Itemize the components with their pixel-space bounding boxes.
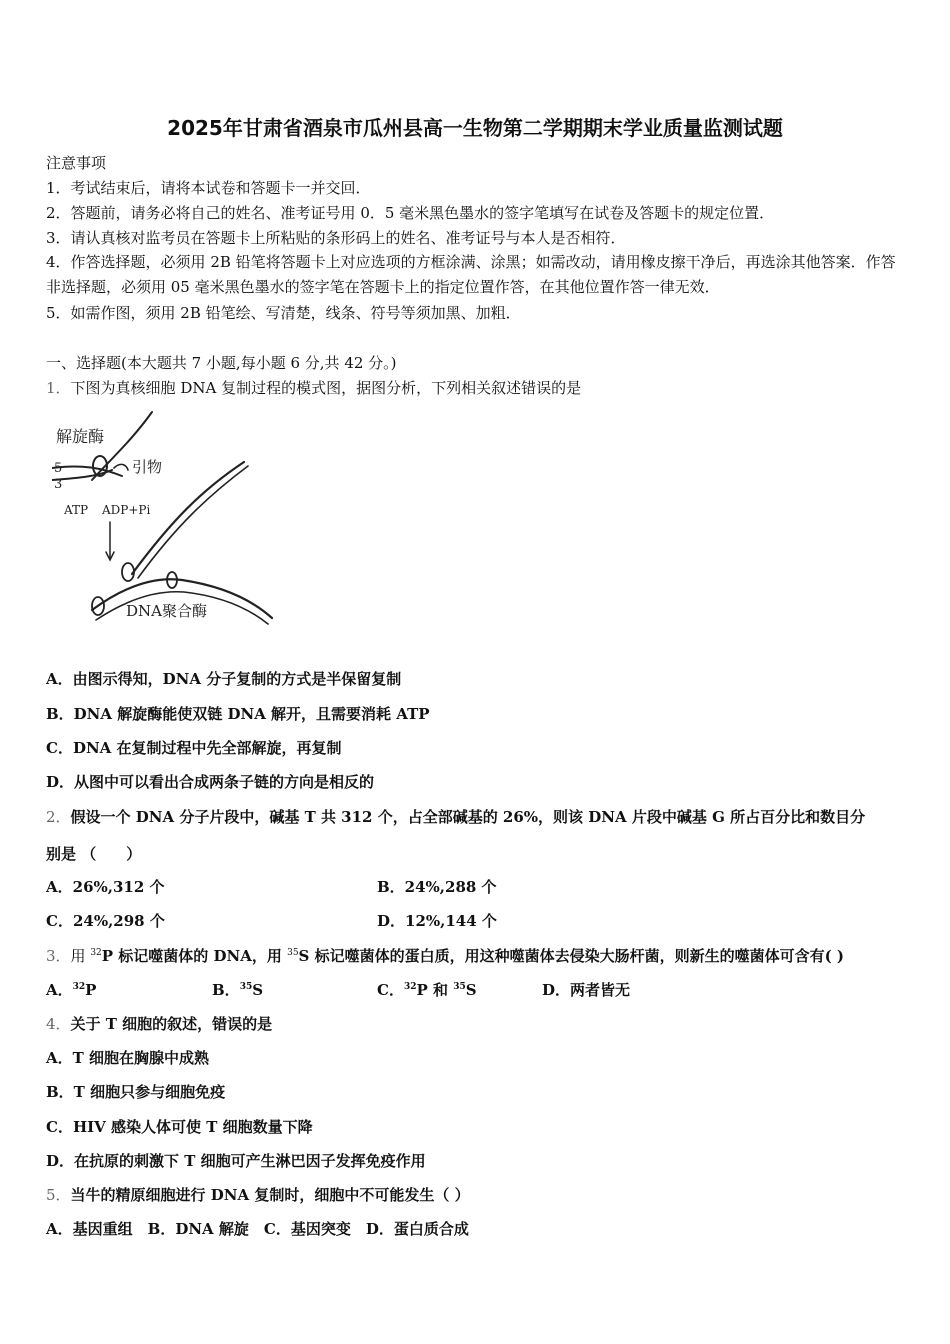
notice-item: 2．答题前，请务必将自己的姓名、准考证号用 0．5 毫米黑色墨水的签字笔填写在试卷及答题卡的规定位置． <box>46 204 775 222</box>
label-helicase: 解旋酶 <box>56 427 105 446</box>
question-4 <box>46 1013 272 1034</box>
q3-option-c <box>377 979 477 1000</box>
label-primer: 引物 <box>132 458 163 476</box>
dna-replication-figure <box>52 410 282 632</box>
question-5 <box>46 1184 470 1205</box>
q1-option-a: A．由图示得知，DNA 分子复制的方式是半保留复制 <box>46 670 402 688</box>
question-stem: 当牛的精原细胞进行 DNA 复制时，细胞中不可能发生（ ） <box>70 1186 470 1204</box>
question-number: 3． <box>46 947 71 965</box>
q1-option-d: D．从图中可以看出合成两条子链的方向是相反的 <box>46 773 375 791</box>
isotope-35: 35 <box>239 982 253 992</box>
notice-item: 5．如需作图，须用 2B 铅笔绘、写清楚，线条、符号等须加黑、加粗． <box>46 304 521 322</box>
stem-part: 用 <box>70 947 91 965</box>
isotope-32: 32 <box>403 982 417 992</box>
question-number: 2． <box>46 808 71 826</box>
option-text: S <box>252 981 264 999</box>
q2-option-d: D．12%,144 个 <box>377 912 497 930</box>
question-number: 1． <box>46 379 71 397</box>
notice-heading: 注意事项 <box>46 154 107 172</box>
question-1 <box>46 377 581 398</box>
q3-option-b <box>212 979 263 1000</box>
q2-option-c: C．24%,298 个 <box>46 912 165 930</box>
option-text: P <box>85 981 97 999</box>
label-atp: ATP <box>64 503 89 517</box>
isotope-32: 32 <box>90 948 102 958</box>
notice-item: 4．作答选择题，必须用 2B 铅笔将答题卡上对应选项的方框涂满、涂黑；如需改动，请用橡皮擦干净后，再选涂其他答案．作答非选择题，必须用 05 毫米黑色墨水的签字笔在答题卡上的指定位置作答，在其他位置作答一律无效． <box>46 253 896 296</box>
question-number: 5． <box>46 1186 71 1204</box>
stem-part: S 标记噬菌体的蛋白质，用这种噬菌体去侵染大肠杆菌，则新生的噬菌体可含有( ) <box>298 947 845 965</box>
question-2 <box>46 806 865 827</box>
q5-options: A．基因重组 B．DNA 解旋 C．基因突变 D．蛋白质合成 <box>46 1220 469 1238</box>
page-title: 2025年甘肃省酒泉市瓜州县高一生物第二学期期末学业质量监测试题 <box>167 116 783 140</box>
option-label: A． <box>46 981 73 999</box>
q3-option-d: D．两者皆无 <box>542 981 631 999</box>
option-label: B． <box>212 981 240 999</box>
question-stem: 关于 T 细胞的叙述，错误的是 <box>70 1015 273 1033</box>
question-number: 4． <box>46 1015 71 1033</box>
section-heading: 一、选择题(本大题共 7 小题,每小题 6 分,共 42 分。) <box>46 354 397 372</box>
label-polymerase: DNA聚合酶 <box>126 602 207 620</box>
q2-option-b: B．24%,288 个 <box>377 878 497 896</box>
question-stem: 假设一个 DNA 分子片段中，碱基 T 共 312 个，占全部碱基的 26%，则该 DNA 片段中碱基 G 所占百分比和数目分 <box>70 808 866 826</box>
question-stem: 下图为真核细胞 DNA 复制过程的模式图，据图分析，下列相关叙述错误的是 <box>70 379 582 397</box>
q1-option-c: C．DNA 在复制过程中先全部解旋，再复制 <box>46 739 342 757</box>
q4-option-c: C．HIV 感染人体可使 T 细胞数量下降 <box>46 1118 313 1136</box>
q1-option-b: B．DNA 解旋酶能使双链 DNA 解开，且需要消耗 ATP <box>46 705 430 723</box>
notice-item: 1．考试结束后，请将本试卷和答题卡一并交回． <box>46 179 371 197</box>
isotope-35: 35 <box>453 982 466 992</box>
stem-part: P 标记噬菌体的 DNA，用 <box>101 947 288 965</box>
q2-option-a: A．26%,312 个 <box>46 878 165 896</box>
q4-option-b: B．T 细胞只参与细胞免疫 <box>46 1083 226 1101</box>
q3-option-a <box>46 979 96 1000</box>
option-text: S <box>465 981 477 999</box>
label-three-prime: 3 <box>54 477 63 492</box>
q4-option-d: D．在抗原的刺激下 T 细胞可产生淋巴因子发挥免疫作用 <box>46 1152 426 1170</box>
q4-option-a: A．T 细胞在胸腺中成熟 <box>46 1049 210 1067</box>
question-stem-continued: 别是 （ ） <box>46 845 142 863</box>
option-text: P 和 <box>416 981 454 999</box>
question-3 <box>46 945 844 966</box>
label-five-prime: 5 <box>54 461 63 476</box>
option-label: C． <box>377 981 404 999</box>
isotope-32: 32 <box>72 982 86 992</box>
label-adp: ADP+Pi <box>102 503 151 517</box>
notice-item: 3．请认真核对监考员在答题卡上所粘贴的条形码上的姓名、准考证号与本人是否相符． <box>46 229 626 247</box>
isotope-35: 35 <box>287 948 299 958</box>
